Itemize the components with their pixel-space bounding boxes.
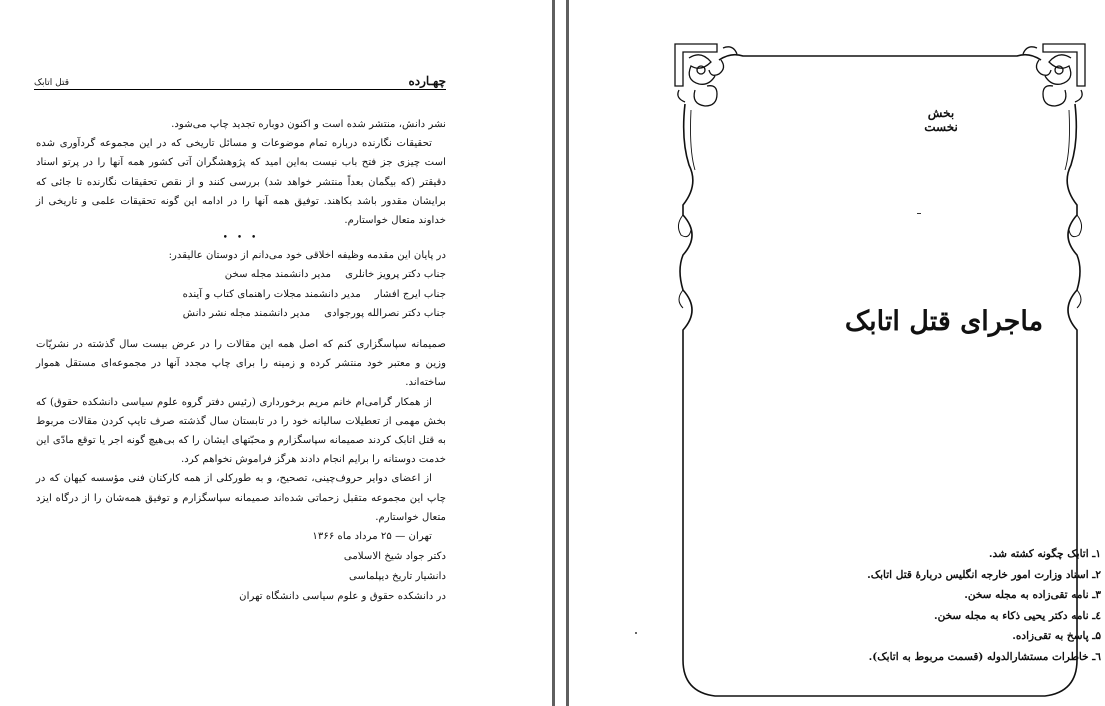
thanks-name: جناب دکتر نصرالله پورجوادی: [324, 307, 446, 319]
signature-title: دانشیار تاریخ دیپلماسی: [349, 571, 446, 583]
table-of-contents: [739, 544, 1101, 667]
header-rule: [34, 89, 446, 90]
thanks-item: [36, 285, 446, 304]
thanks-name: جناب ایرج افشار: [374, 288, 446, 300]
paragraph: نشر دانش، منتشر شده است و اکنون دوباره تجدید چاپ می‌شود.: [171, 119, 446, 130]
signature-name: دکتر جواد شیخ الاسلامی: [343, 551, 446, 563]
right-page: [569, 0, 1105, 706]
thanks-role: مدیر دانشمند مجله نشر دانش: [182, 307, 311, 319]
divider-mark: [917, 213, 921, 214]
corner-ornament-top-left: [675, 44, 737, 106]
paragraph: از اعضای دوایر حروف‌چینی، تصحیح، و به طورکلی از همه کارکنان فنی مؤسسه کیهان که در چاپ این مجموعه متقبل زحماتی شده‌اند صمیمانه سپاسگزارم و توفیق همه‌شان را از درگاه ایزد متعال خواستارم.: [36, 473, 446, 523]
spine-gap: [555, 0, 566, 706]
page-divider[interactable]: [552, 0, 555, 706]
body-text: [36, 115, 446, 607]
separator: • • •: [222, 233, 260, 244]
toc-item: ٤ـ نامه دکتر یحیی ذکاء به مجله سخن.: [933, 609, 1101, 622]
toc-item: ٦ـ خاطرات مستشارالدوله (قسمت مربوط به اتابک).: [868, 650, 1101, 663]
thanks-role: مدیر دانشمند مجلات راهنمای کتاب و آینده: [182, 288, 361, 300]
left-page: [0, 0, 552, 706]
thanks-item: [36, 304, 446, 323]
thanks-role: مدیر دانشمند مجله سخن: [224, 269, 332, 281]
toc-item: ۳ـ نامه تقی‌زاده به مجله سخن.: [964, 589, 1101, 601]
scan-speck: [635, 632, 637, 634]
paragraph: تحقیقات نگارنده درباره تمام موضوعات و مسائل تاریخی که در این مجموعه گردآوری شده است چیزی جز فتح باب نیست به‌این امید که پژوهشگران آتی کشور همه آنها را در پرتو اسناد دقیقتر (که بیگمان بعداً منتشر خواهد شد) بررسی کنند و از نقص تحقیقات نگارنده تا جائی که برایشان مقدور باشد بکاهند. توفیق همه آنها را در ادامه این گونه تحقیقات علمی و تاریخی از خداوند متعال خواستارم.: [36, 138, 446, 227]
thanks-item: [36, 265, 446, 284]
paragraph: صمیمانه سپاسگزاری کنم که اصل همه این مقالات را در عرض بیست سال گذشته در نشریّات وزین و معتبر خود منتشر کرده و زمینه را برای چاپ مجدد آنها در مجموعه‌ای مستقل هموار ساخته‌اند.: [36, 339, 446, 389]
toc-item: ۲ـ اسناد وزارت امور خارجه انگلیس دربارهٔ قتل اتابک.: [867, 568, 1101, 581]
page-number-title: چهـارده: [408, 74, 446, 88]
signature-date: تهران — ۲۵ مرداد ماه ۱۳۶۶: [312, 531, 432, 543]
toc-item: ۵ـ پاسخ به تقی‌زاده.: [1012, 630, 1101, 642]
part-label: بخش نخست: [924, 106, 958, 134]
signature-affiliation: در دانشکده حقوق و علوم سیاسی دانشگاه تهران: [239, 591, 446, 603]
page-header: [34, 72, 446, 88]
toc-item: ۱ـ اتابک چگونه کشته شد.: [988, 548, 1101, 560]
thanks-name: جناب دکتر پرویز خانلری: [345, 269, 446, 281]
chapter-title: ماجرای قتل اتابک: [844, 306, 1044, 337]
paragraph: از همکار گرامی‌ام خانم مریم برخورداری (رئیس دفتر گروه علوم سیاسی دانشکده حقوق) که بخش مهمی از تعطیلات سالیانه خود را در تابستان سال گذشته صرف تایپ کردن مقالات مربوط به قتل اتابک کردند صمیمانه سپاسگزارم و محبّتهای ایشان را که بی‌هیچ گونه اجر یا توقع مادّی این خدمت دوستانه را برایم انجام دادند هرگز فراموش نخواهم کرد.: [36, 396, 446, 466]
corner-ornament-top-right: [1023, 44, 1085, 106]
running-title: قتل اتابک: [34, 78, 70, 88]
thanks-intro: در پایان این مقدمه وظیفه اخلاقی خود می‌دانم از دوستان عالیقدر:: [168, 250, 446, 262]
